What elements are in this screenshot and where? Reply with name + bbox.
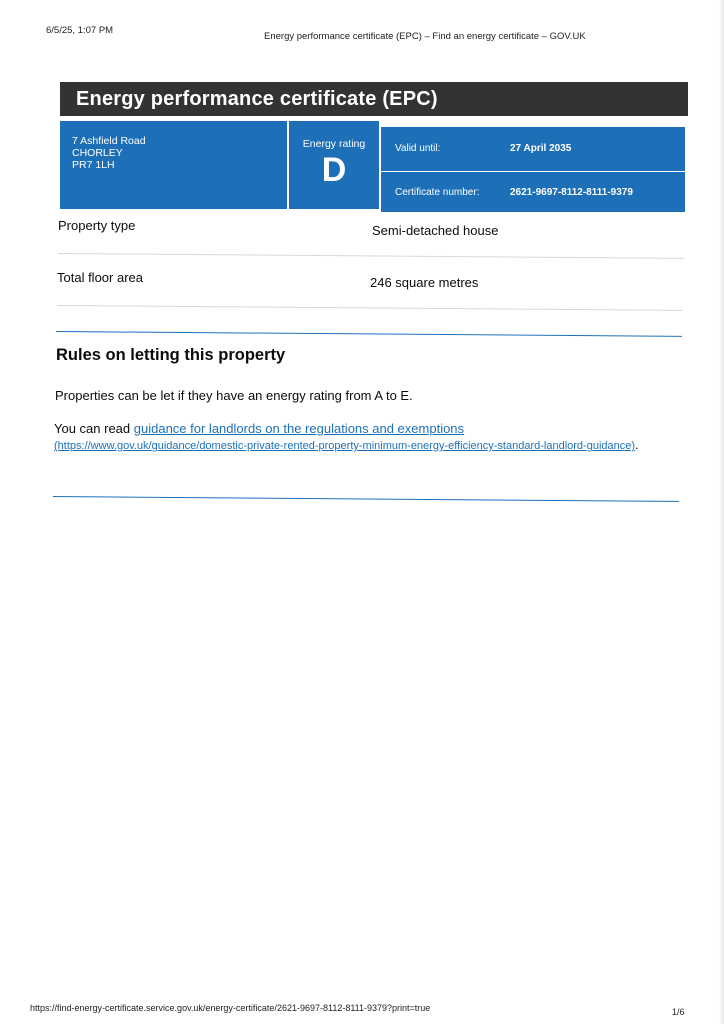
valid-until-value: 27 April 2035 — [510, 143, 572, 154]
address-line-street: 7 Ashfield Road — [72, 135, 146, 147]
certificate-number-panel — [381, 172, 685, 212]
guidance-paragraph — [54, 421, 654, 454]
certificate-number-label: Certificate number: — [395, 187, 480, 198]
print-datetime: 6/5/25, 1:07 PM — [46, 25, 114, 36]
address-line-town: CHORLEY — [72, 147, 123, 159]
section-divider — [53, 496, 679, 502]
property-type-value: Semi-detached house — [372, 223, 499, 238]
guidance-link[interactable]: guidance for landlords on the regulations and exemptions — [133, 421, 465, 436]
valid-until-label: Valid until: — [395, 143, 441, 154]
divider — [58, 253, 684, 259]
print-page-title: Energy performance certificate (EPC) – Find an energy certificate – GOV.UK — [264, 31, 586, 42]
energy-rating-panel — [289, 121, 379, 209]
property-type-label: Property type — [58, 218, 136, 233]
valid-until-panel — [381, 127, 685, 171]
letting-rule-text: Properties can be let if they have an energy rating from A to E. — [55, 388, 413, 403]
certificate-number-value: 2621-9697-8112-8111-9379 — [510, 187, 633, 198]
guidance-suffix: . — [635, 437, 639, 452]
address-line-postcode: PR7 1LH — [72, 159, 115, 171]
guidance-prefix: You can read — [54, 421, 134, 436]
floor-area-label: Total floor area — [57, 270, 143, 285]
guidance-url[interactable]: (https://www.gov.uk/guidance/domestic-private-rented-property-minimum-energy-efficiency-standard-landlord-guidance) — [54, 440, 636, 452]
energy-rating-value: D — [321, 151, 347, 189]
property-address — [60, 121, 287, 209]
scan-edge-shadow — [719, 0, 724, 1024]
section-divider — [56, 331, 682, 337]
print-footer-url: https://find-energy-certificate.service.gov.uk/energy-certificate/2621-9697-8112-8111-9379?print=true — [30, 1003, 431, 1013]
certificate-heading: Energy performance certificate (EPC) — [60, 82, 688, 116]
energy-rating-label: Energy rating — [302, 138, 366, 150]
divider — [57, 305, 683, 311]
letting-rules-heading: Rules on letting this property — [56, 346, 286, 364]
floor-area-value: 246 square metres — [370, 275, 479, 290]
print-page-number: 1/6 — [672, 1007, 685, 1017]
